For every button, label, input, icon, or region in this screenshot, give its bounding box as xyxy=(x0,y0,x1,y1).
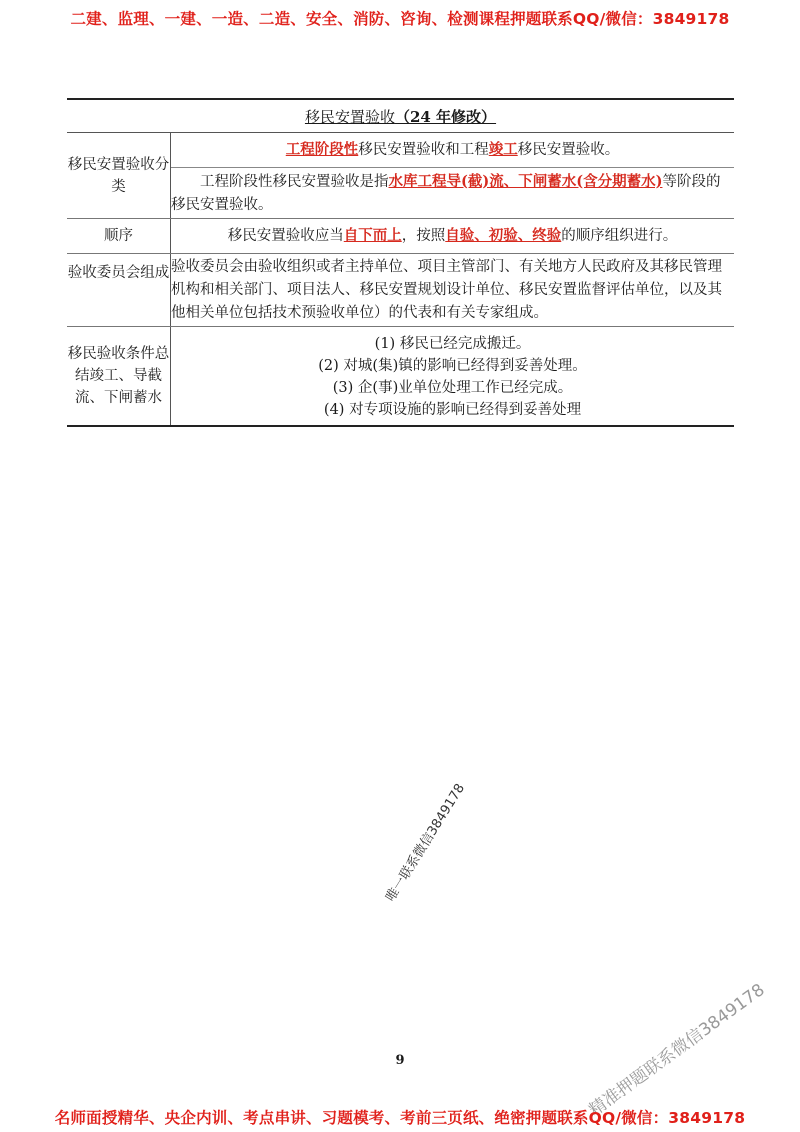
table-row-committee xyxy=(67,254,734,327)
list-item: (3) 企(事)业单位处理工作已经完成。 xyxy=(332,380,573,396)
table-title xyxy=(67,99,734,133)
row-label-classification: 移民安置验收分类 xyxy=(67,133,171,219)
list-item: (1) 移民已经完成搬迁。 xyxy=(374,336,531,352)
row-label-sequence: 顺序 xyxy=(67,219,171,254)
header-banner: 二建、监理、一建、一造、二造、安全、消防、咨询、检测课程押题联系QQ/微信：3849178 xyxy=(70,10,730,28)
classification-definition: 工程阶段性移民安置验收是指水库工程导(截)流、下闸蓄水(含分期蓄水)等阶段的移民安置验收。 xyxy=(171,168,735,219)
sequence-text: 移民安置验收应当自下而上，按照自验、初验、终验的顺序组织进行。 xyxy=(171,219,735,254)
table-row-sequence xyxy=(67,219,734,254)
table-title-main: 移民安置验收 xyxy=(304,107,395,126)
committee-composition: 验收委员会由验收组织或者主持单位、项目主管部门、有关地方人民政府及其移民管理机构和相关部门、项目法人、移民安置规划设计单位、移民安置监督评估单位，以及其他相关单位包括技术预验收单位）的代表和有关专家组成。 xyxy=(171,254,735,327)
list-item: (4) 对专项设施的影响已经得到妥善处理 xyxy=(323,402,582,418)
conditions-list xyxy=(171,327,735,427)
table-row-conditions xyxy=(67,327,734,427)
resettlement-acceptance-table xyxy=(67,98,734,427)
row-label-committee: 验收委员会组成 xyxy=(67,254,171,327)
table-title-revision: （24 年修改） xyxy=(394,107,497,126)
watermark-corner: 精准押题联系微信3849178 xyxy=(585,979,769,1121)
list-item: (2) 对城(集)镇的影响已经得到妥善处理。 xyxy=(318,358,587,374)
table-row-classification-1 xyxy=(67,133,734,168)
page-number: 9 xyxy=(395,1053,405,1068)
classification-types: 工程阶段性移民安置验收和工程竣工移民安置验收。 xyxy=(171,133,735,168)
watermark-center: 唯一联系微信3849178 xyxy=(383,781,469,905)
table-title-row xyxy=(67,99,734,133)
footer-banner: 名师面授精华、央企内训、考点串讲、习题模考、考前三页纸、绝密押题联系QQ/微信：3849178 xyxy=(54,1109,746,1127)
row-label-conditions: 移民验收条件总结竣工、导截流、下闸蓄水 xyxy=(67,327,171,427)
